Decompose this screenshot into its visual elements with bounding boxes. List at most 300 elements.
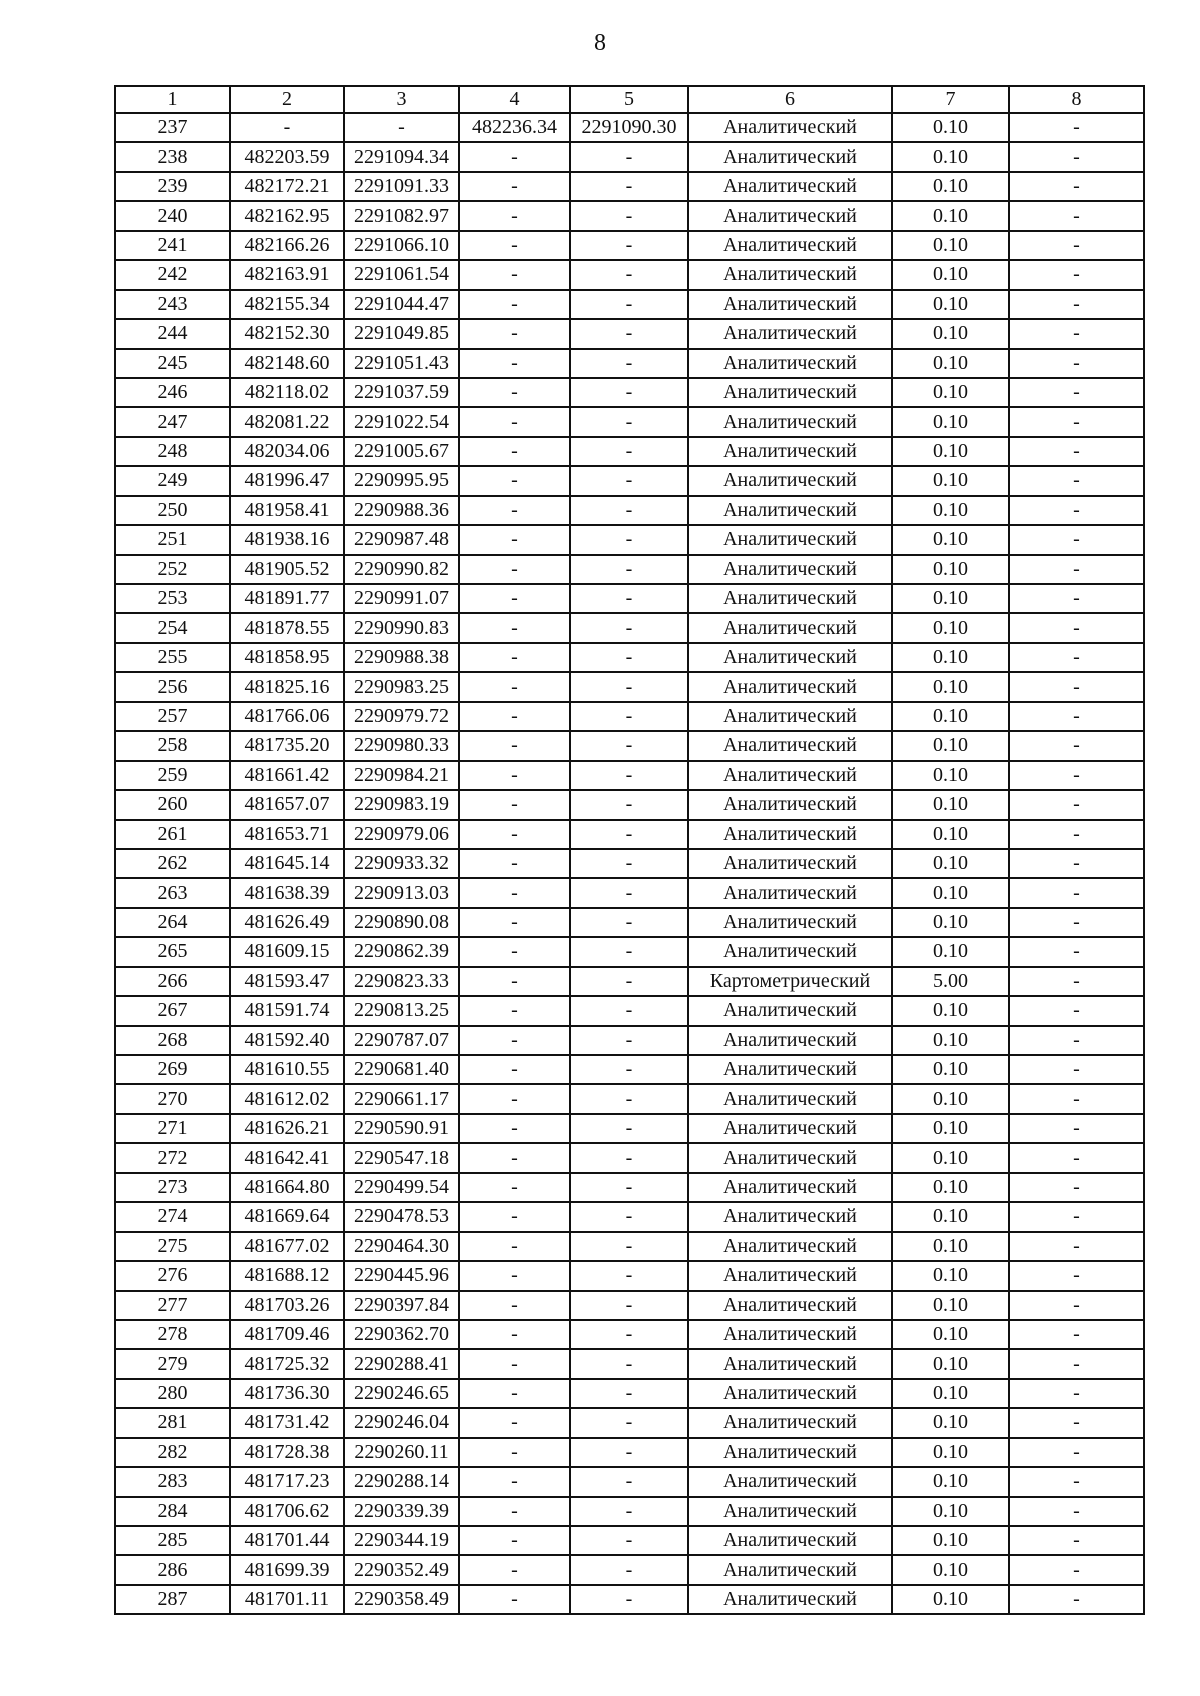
table-cell-col-5: - bbox=[570, 437, 688, 466]
table-cell-col-2: 481661.42 bbox=[230, 761, 344, 790]
table-cell-col-4: - bbox=[459, 584, 570, 613]
table-cell-col-3: 2290397.84 bbox=[344, 1291, 459, 1320]
table-cell-col-6: Картометрический bbox=[688, 967, 892, 996]
table-cell-col-8: - bbox=[1009, 731, 1144, 760]
table-cell-col-2: 481626.21 bbox=[230, 1114, 344, 1143]
table-cell-col-4: - bbox=[459, 1291, 570, 1320]
table-row bbox=[115, 820, 1144, 849]
table-cell-col-6: Аналитический bbox=[688, 1291, 892, 1320]
table-cell-col-3: 2290988.36 bbox=[344, 496, 459, 525]
table-cell-col-8: - bbox=[1009, 702, 1144, 731]
table-cell-col-5: - bbox=[570, 1055, 688, 1084]
table-cell-col-7: 0.10 bbox=[892, 1114, 1009, 1143]
table-cell-col-6: Аналитический bbox=[688, 1173, 892, 1202]
table-row bbox=[115, 1555, 1144, 1584]
table-cell-col-4: - bbox=[459, 702, 570, 731]
table-cell-col-8: - bbox=[1009, 1143, 1144, 1172]
table-cell-col-1: 286 bbox=[115, 1555, 230, 1584]
table-cell-col-7: 0.10 bbox=[892, 319, 1009, 348]
table-cell-col-1: 239 bbox=[115, 172, 230, 201]
table-cell-col-1: 272 bbox=[115, 1143, 230, 1172]
table-cell-col-3: 2290362.70 bbox=[344, 1320, 459, 1349]
table-cell-col-8: - bbox=[1009, 1055, 1144, 1084]
table-cell-col-4: - bbox=[459, 260, 570, 289]
table-cell-col-7: 0.10 bbox=[892, 113, 1009, 142]
table-cell-col-4: - bbox=[459, 525, 570, 554]
table-cell-col-7: 0.10 bbox=[892, 466, 1009, 495]
table-cell-col-8: - bbox=[1009, 437, 1144, 466]
table-cell-col-6: Аналитический bbox=[688, 1497, 892, 1526]
table-cell-col-8: - bbox=[1009, 378, 1144, 407]
table-cell-col-8: - bbox=[1009, 231, 1144, 260]
table-cell-col-5: - bbox=[570, 290, 688, 319]
table-cell-col-3: 2290681.40 bbox=[344, 1055, 459, 1084]
table-cell-col-3: 2290339.39 bbox=[344, 1497, 459, 1526]
table-cell-col-8: - bbox=[1009, 937, 1144, 966]
table-cell-col-8: - bbox=[1009, 1438, 1144, 1467]
table-cell-col-4: - bbox=[459, 761, 570, 790]
table-cell-col-7: 0.10 bbox=[892, 1438, 1009, 1467]
table-cell-col-1: 249 bbox=[115, 466, 230, 495]
table-cell-col-4: - bbox=[459, 1232, 570, 1261]
table-cell-col-6: Аналитический bbox=[688, 1143, 892, 1172]
table-cell-col-6: Аналитический bbox=[688, 1114, 892, 1143]
table-cell-col-4: - bbox=[459, 231, 570, 260]
table-cell-col-7: 0.10 bbox=[892, 1555, 1009, 1584]
table-cell-col-2: 481701.11 bbox=[230, 1585, 344, 1614]
table-cell-col-7: 0.10 bbox=[892, 937, 1009, 966]
table-cell-col-1: 258 bbox=[115, 731, 230, 760]
table-cell-col-1: 250 bbox=[115, 496, 230, 525]
table-cell-col-8: - bbox=[1009, 290, 1144, 319]
table-row bbox=[115, 319, 1144, 348]
table-cell-col-6: Аналитический bbox=[688, 702, 892, 731]
table-cell-col-5: - bbox=[570, 584, 688, 613]
table-cell-col-7: 0.10 bbox=[892, 1055, 1009, 1084]
table-cell-col-1: 237 bbox=[115, 113, 230, 142]
table-cell-col-3: 2290933.32 bbox=[344, 849, 459, 878]
table-cell-col-2: 482034.06 bbox=[230, 437, 344, 466]
table-row bbox=[115, 1349, 1144, 1378]
table-cell-col-1: 275 bbox=[115, 1232, 230, 1261]
table-cell-col-7: 0.10 bbox=[892, 996, 1009, 1025]
table-cell-col-8: - bbox=[1009, 1408, 1144, 1437]
table-cell-col-1: 266 bbox=[115, 967, 230, 996]
table-cell-col-3: 2290352.49 bbox=[344, 1555, 459, 1584]
table-cell-col-5: - bbox=[570, 761, 688, 790]
table-cell-col-1: 244 bbox=[115, 319, 230, 348]
table-cell-col-6: Аналитический bbox=[688, 761, 892, 790]
table-row bbox=[115, 1320, 1144, 1349]
table-cell-col-2: 481717.23 bbox=[230, 1467, 344, 1496]
page-number: 8 bbox=[594, 30, 606, 56]
table-cell-col-1: 252 bbox=[115, 555, 230, 584]
table-row bbox=[115, 231, 1144, 260]
table-cell-col-7: 0.10 bbox=[892, 584, 1009, 613]
table-cell-col-3: 2290990.82 bbox=[344, 555, 459, 584]
table-cell-col-6: Аналитический bbox=[688, 260, 892, 289]
table-cell-col-7: 0.10 bbox=[892, 1084, 1009, 1113]
table-cell-col-5: - bbox=[570, 1291, 688, 1320]
table-row bbox=[115, 437, 1144, 466]
table-cell-col-8: - bbox=[1009, 1232, 1144, 1261]
table-cell-col-8: - bbox=[1009, 466, 1144, 495]
table-row bbox=[115, 1291, 1144, 1320]
table-cell-col-2: 481938.16 bbox=[230, 525, 344, 554]
table-cell-col-5: - bbox=[570, 790, 688, 819]
table-cell-col-2: 481728.38 bbox=[230, 1438, 344, 1467]
table-cell-col-2: 482166.26 bbox=[230, 231, 344, 260]
table-cell-col-3: 2290890.08 bbox=[344, 908, 459, 937]
table-cell-col-4: - bbox=[459, 820, 570, 849]
table-cell-col-6: Аналитический bbox=[688, 437, 892, 466]
table-row bbox=[115, 996, 1144, 1025]
table-cell-col-6: Аналитический bbox=[688, 1202, 892, 1231]
table-cell-col-7: 0.10 bbox=[892, 1585, 1009, 1614]
table-cell-col-2: 481657.07 bbox=[230, 790, 344, 819]
table-cell-col-3: 2291094.34 bbox=[344, 142, 459, 171]
table-cell-col-8: - bbox=[1009, 761, 1144, 790]
table-cell-col-7: 0.10 bbox=[892, 1467, 1009, 1496]
table-header bbox=[115, 86, 1144, 113]
table-cell-col-1: 287 bbox=[115, 1585, 230, 1614]
table-cell-col-2: 482163.91 bbox=[230, 260, 344, 289]
table-cell-col-5: - bbox=[570, 1173, 688, 1202]
table-cell-col-5: - bbox=[570, 731, 688, 760]
table-cell-col-6: Аналитический bbox=[688, 878, 892, 907]
table-cell-col-1: 277 bbox=[115, 1291, 230, 1320]
table-cell-col-2: 482172.21 bbox=[230, 172, 344, 201]
table-cell-col-2: 481706.62 bbox=[230, 1497, 344, 1526]
table-cell-col-5: - bbox=[570, 820, 688, 849]
table-cell-col-1: 240 bbox=[115, 201, 230, 230]
table-cell-col-7: 0.10 bbox=[892, 1143, 1009, 1172]
table-cell-col-2: 482203.59 bbox=[230, 142, 344, 171]
table-cell-col-2: 482118.02 bbox=[230, 378, 344, 407]
table-cell-col-8: - bbox=[1009, 260, 1144, 289]
table-cell-col-6: Аналитический bbox=[688, 1084, 892, 1113]
table-cell-col-6: Аналитический bbox=[688, 466, 892, 495]
table-cell-col-3: 2290987.48 bbox=[344, 525, 459, 554]
table-cell-col-3: 2291049.85 bbox=[344, 319, 459, 348]
table-cell-col-4: - bbox=[459, 1497, 570, 1526]
table-cell-col-7: 0.10 bbox=[892, 761, 1009, 790]
table-cell-col-3: 2290246.65 bbox=[344, 1379, 459, 1408]
table-cell-col-1: 248 bbox=[115, 437, 230, 466]
coordinates-table bbox=[114, 85, 1145, 1615]
table-cell-col-6: Аналитический bbox=[688, 378, 892, 407]
table-row bbox=[115, 1467, 1144, 1496]
table-row bbox=[115, 1526, 1144, 1555]
table-cell-col-4: - bbox=[459, 319, 570, 348]
table-cell-col-3: 2291091.33 bbox=[344, 172, 459, 201]
table-row bbox=[115, 613, 1144, 642]
table-cell-col-8: - bbox=[1009, 201, 1144, 230]
table-cell-col-7: 0.10 bbox=[892, 702, 1009, 731]
table-cell-col-7: 0.10 bbox=[892, 260, 1009, 289]
table-row bbox=[115, 731, 1144, 760]
table-cell-col-3: 2291022.54 bbox=[344, 407, 459, 436]
table-cell-col-1: 264 bbox=[115, 908, 230, 937]
table-cell-col-1: 259 bbox=[115, 761, 230, 790]
table-cell-col-5: - bbox=[570, 1202, 688, 1231]
table-cell-col-1: 260 bbox=[115, 790, 230, 819]
table-cell-col-7: 0.10 bbox=[892, 820, 1009, 849]
table-cell-col-8: - bbox=[1009, 1467, 1144, 1496]
table-cell-col-8: - bbox=[1009, 1585, 1144, 1614]
table-row bbox=[115, 407, 1144, 436]
table-cell-col-2: 482162.95 bbox=[230, 201, 344, 230]
table-row bbox=[115, 643, 1144, 672]
table-cell-col-4: - bbox=[459, 201, 570, 230]
table-cell-col-7: 0.10 bbox=[892, 1408, 1009, 1437]
table-cell-col-5: - bbox=[570, 613, 688, 642]
table-cell-col-1: 268 bbox=[115, 1026, 230, 1055]
table-cell-col-3: 2291005.67 bbox=[344, 437, 459, 466]
table-cell-col-7: 0.10 bbox=[892, 849, 1009, 878]
table-cell-col-6: Аналитический bbox=[688, 142, 892, 171]
table-cell-col-5: - bbox=[570, 1585, 688, 1614]
table-cell-col-6: Аналитический bbox=[688, 172, 892, 201]
table-cell-col-5: 2291090.30 bbox=[570, 113, 688, 142]
table-cell-col-2: 482148.60 bbox=[230, 349, 344, 378]
table-cell-col-7: 0.10 bbox=[892, 407, 1009, 436]
table-cell-col-5: - bbox=[570, 1143, 688, 1172]
table-cell-col-8: - bbox=[1009, 319, 1144, 348]
table-cell-col-1: 246 bbox=[115, 378, 230, 407]
table-cell-col-7: 0.10 bbox=[892, 1261, 1009, 1290]
table-row bbox=[115, 1497, 1144, 1526]
table-cell-col-2: 482081.22 bbox=[230, 407, 344, 436]
table-row bbox=[115, 1055, 1144, 1084]
table-cell-col-1: 261 bbox=[115, 820, 230, 849]
table-row bbox=[115, 790, 1144, 819]
table-cell-col-5: - bbox=[570, 702, 688, 731]
table-cell-col-4: - bbox=[459, 1408, 570, 1437]
table-cell-col-8: - bbox=[1009, 672, 1144, 701]
table-row bbox=[115, 172, 1144, 201]
table-cell-col-4: - bbox=[459, 878, 570, 907]
table-cell-col-5: - bbox=[570, 407, 688, 436]
header-row bbox=[115, 86, 1144, 113]
table-cell-col-1: 267 bbox=[115, 996, 230, 1025]
table-row bbox=[115, 672, 1144, 701]
table-cell-col-4: - bbox=[459, 967, 570, 996]
table-cell-col-5: - bbox=[570, 466, 688, 495]
table-cell-col-5: - bbox=[570, 1555, 688, 1584]
table-cell-col-5: - bbox=[570, 319, 688, 348]
table-cell-col-1: 281 bbox=[115, 1408, 230, 1437]
table-cell-col-2: 481905.52 bbox=[230, 555, 344, 584]
table-cell-col-1: 247 bbox=[115, 407, 230, 436]
table-cell-col-7: 0.10 bbox=[892, 878, 1009, 907]
table-cell-col-5: - bbox=[570, 1408, 688, 1437]
table-cell-col-4: - bbox=[459, 1114, 570, 1143]
table-cell-col-3: 2290787.07 bbox=[344, 1026, 459, 1055]
table-cell-col-2: 481653.71 bbox=[230, 820, 344, 849]
table-row bbox=[115, 201, 1144, 230]
table-cell-col-8: - bbox=[1009, 1497, 1144, 1526]
table-cell-col-7: 0.10 bbox=[892, 349, 1009, 378]
table-cell-col-6: Аналитический bbox=[688, 1379, 892, 1408]
table-cell-col-1: 263 bbox=[115, 878, 230, 907]
table-cell-col-4: - bbox=[459, 1585, 570, 1614]
table-cell-col-7: 0.10 bbox=[892, 1232, 1009, 1261]
table-cell-col-6: Аналитический bbox=[688, 672, 892, 701]
table-cell-col-2: 481677.02 bbox=[230, 1232, 344, 1261]
table-cell-col-3: 2290260.11 bbox=[344, 1438, 459, 1467]
table-cell-col-4: - bbox=[459, 1084, 570, 1113]
table-cell-col-3: 2290979.72 bbox=[344, 702, 459, 731]
table-cell-col-5: - bbox=[570, 849, 688, 878]
table-cell-col-4: 482236.34 bbox=[459, 113, 570, 142]
table-cell-col-5: - bbox=[570, 1232, 688, 1261]
table-cell-col-3: 2290862.39 bbox=[344, 937, 459, 966]
table-cell-col-5: - bbox=[570, 555, 688, 584]
table-row bbox=[115, 1261, 1144, 1290]
table-cell-col-8: - bbox=[1009, 1026, 1144, 1055]
table-cell-col-6: Аналитический bbox=[688, 937, 892, 966]
table-cell-col-6: Аналитический bbox=[688, 496, 892, 525]
table-cell-col-4: - bbox=[459, 1026, 570, 1055]
table-cell-col-5: - bbox=[570, 1084, 688, 1113]
table-cell-col-3: 2290988.38 bbox=[344, 643, 459, 672]
table-cell-col-4: - bbox=[459, 1526, 570, 1555]
table-cell-col-6: Аналитический bbox=[688, 525, 892, 554]
table-cell-col-6: Аналитический bbox=[688, 1349, 892, 1378]
table-cell-col-6: Аналитический bbox=[688, 319, 892, 348]
table-cell-col-8: - bbox=[1009, 613, 1144, 642]
table-cell-col-7: 0.10 bbox=[892, 1497, 1009, 1526]
table-cell-col-4: - bbox=[459, 1467, 570, 1496]
table-row bbox=[115, 1143, 1144, 1172]
table-cell-col-2: 481645.14 bbox=[230, 849, 344, 878]
table-cell-col-5: - bbox=[570, 525, 688, 554]
table-cell-col-5: - bbox=[570, 201, 688, 230]
table-cell-col-3: 2291061.54 bbox=[344, 260, 459, 289]
column-header-2: 2 bbox=[230, 86, 344, 113]
table-cell-col-4: - bbox=[459, 1438, 570, 1467]
table-cell-col-8: - bbox=[1009, 1261, 1144, 1290]
table-cell-col-7: 0.10 bbox=[892, 231, 1009, 260]
table-cell-col-8: - bbox=[1009, 1555, 1144, 1584]
table-cell-col-2: 481591.74 bbox=[230, 996, 344, 1025]
table-cell-col-7: 0.10 bbox=[892, 1349, 1009, 1378]
table-cell-col-5: - bbox=[570, 908, 688, 937]
table-cell-col-8: - bbox=[1009, 1526, 1144, 1555]
table-cell-col-8: - bbox=[1009, 1320, 1144, 1349]
table-cell-col-5: - bbox=[570, 937, 688, 966]
table-cell-col-8: - bbox=[1009, 908, 1144, 937]
table-cell-col-2: 481699.39 bbox=[230, 1555, 344, 1584]
table-cell-col-8: - bbox=[1009, 1291, 1144, 1320]
table-cell-col-6: Аналитический bbox=[688, 820, 892, 849]
table-cell-col-2: 481735.20 bbox=[230, 731, 344, 760]
table-cell-col-5: - bbox=[570, 1379, 688, 1408]
table-cell-col-5: - bbox=[570, 378, 688, 407]
table-cell-col-1: 273 bbox=[115, 1173, 230, 1202]
table-row bbox=[115, 1084, 1144, 1113]
table-cell-col-4: - bbox=[459, 1261, 570, 1290]
table-cell-col-4: - bbox=[459, 1349, 570, 1378]
table-cell-col-5: - bbox=[570, 1349, 688, 1378]
table-cell-col-2: 481593.47 bbox=[230, 967, 344, 996]
table-cell-col-8: - bbox=[1009, 1379, 1144, 1408]
table-cell-col-4: - bbox=[459, 172, 570, 201]
table-row bbox=[115, 349, 1144, 378]
column-header-4: 4 bbox=[459, 86, 570, 113]
table-cell-col-6: Аналитический bbox=[688, 1055, 892, 1084]
table-cell-col-4: - bbox=[459, 643, 570, 672]
table-cell-col-4: - bbox=[459, 290, 570, 319]
table-cell-col-6: Аналитический bbox=[688, 908, 892, 937]
table-cell-col-4: - bbox=[459, 937, 570, 966]
table-cell-col-6: Аналитический bbox=[688, 555, 892, 584]
table-body bbox=[115, 113, 1144, 1614]
table-row bbox=[115, 849, 1144, 878]
table-cell-col-4: - bbox=[459, 908, 570, 937]
column-header-7: 7 bbox=[892, 86, 1009, 113]
table-cell-col-8: - bbox=[1009, 790, 1144, 819]
table-cell-col-2: 481703.26 bbox=[230, 1291, 344, 1320]
table-cell-col-3: 2291044.47 bbox=[344, 290, 459, 319]
table-row bbox=[115, 702, 1144, 731]
table-row bbox=[115, 1438, 1144, 1467]
table-cell-col-8: - bbox=[1009, 1173, 1144, 1202]
table-cell-col-2: 481669.64 bbox=[230, 1202, 344, 1231]
table-cell-col-3: 2290499.54 bbox=[344, 1173, 459, 1202]
table-cell-col-6: Аналитический bbox=[688, 201, 892, 230]
table-cell-col-7: 0.10 bbox=[892, 672, 1009, 701]
table-cell-col-4: - bbox=[459, 1320, 570, 1349]
table-cell-col-7: 0.10 bbox=[892, 437, 1009, 466]
table-cell-col-3: 2290823.33 bbox=[344, 967, 459, 996]
table-cell-col-2: 482155.34 bbox=[230, 290, 344, 319]
table-cell-col-1: 253 bbox=[115, 584, 230, 613]
table-cell-col-7: 0.10 bbox=[892, 908, 1009, 937]
table-cell-col-6: Аналитический bbox=[688, 1555, 892, 1584]
table-cell-col-1: 242 bbox=[115, 260, 230, 289]
table-cell-col-3: 2290590.91 bbox=[344, 1114, 459, 1143]
table-cell-col-5: - bbox=[570, 349, 688, 378]
table-cell-col-7: 0.10 bbox=[892, 201, 1009, 230]
table-cell-col-7: 0.10 bbox=[892, 643, 1009, 672]
table-cell-col-1: 280 bbox=[115, 1379, 230, 1408]
table-cell-col-5: - bbox=[570, 1526, 688, 1555]
table-cell-col-3: 2291051.43 bbox=[344, 349, 459, 378]
table-cell-col-3: 2290445.96 bbox=[344, 1261, 459, 1290]
table-cell-col-3: 2290358.49 bbox=[344, 1585, 459, 1614]
table-cell-col-1: 265 bbox=[115, 937, 230, 966]
table-cell-col-1: 270 bbox=[115, 1084, 230, 1113]
table-cell-col-6: Аналитический bbox=[688, 113, 892, 142]
table-cell-col-4: - bbox=[459, 1055, 570, 1084]
table-cell-col-3: 2290478.53 bbox=[344, 1202, 459, 1231]
table-cell-col-3: 2290246.04 bbox=[344, 1408, 459, 1437]
table-cell-col-3: 2291082.97 bbox=[344, 201, 459, 230]
table-row bbox=[115, 1232, 1144, 1261]
table-row bbox=[115, 496, 1144, 525]
table-cell-col-1: 269 bbox=[115, 1055, 230, 1084]
table-cell-col-6: Аналитический bbox=[688, 1232, 892, 1261]
table-row bbox=[115, 555, 1144, 584]
table-cell-col-6: Аналитический bbox=[688, 1408, 892, 1437]
column-header-1: 1 bbox=[115, 86, 230, 113]
table-cell-col-1: 262 bbox=[115, 849, 230, 878]
table-cell-col-2: 481878.55 bbox=[230, 613, 344, 642]
table-cell-col-6: Аналитический bbox=[688, 1320, 892, 1349]
table-cell-col-2: 482152.30 bbox=[230, 319, 344, 348]
